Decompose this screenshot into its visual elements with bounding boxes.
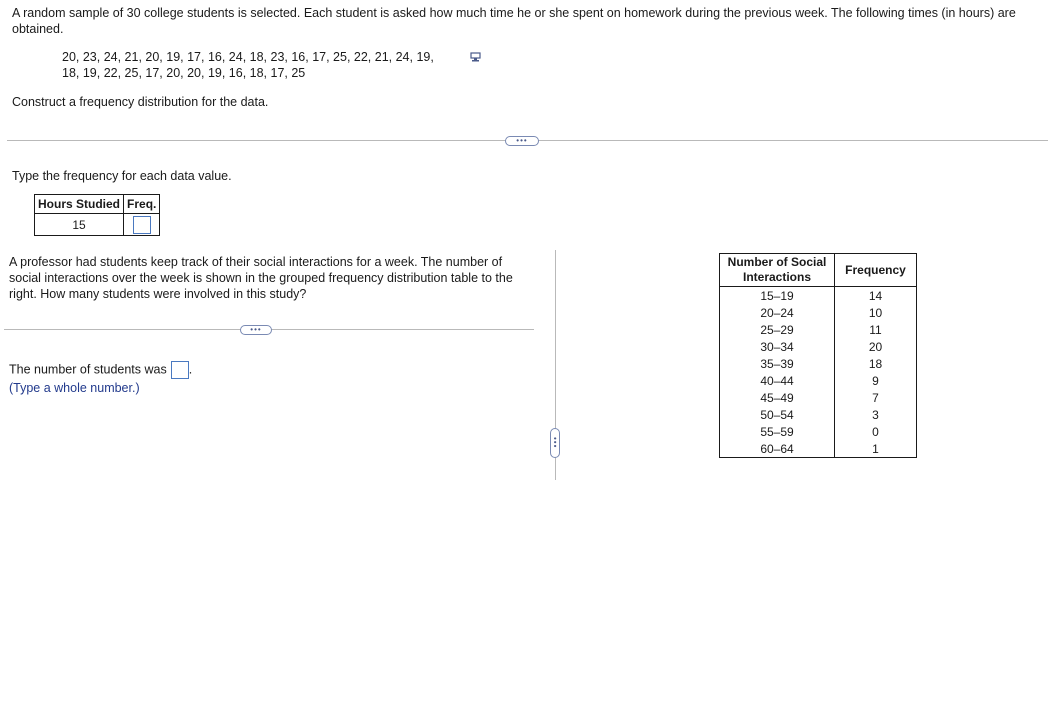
frequency-instruction: Type the frequency for each data value. xyxy=(12,169,232,183)
table-row xyxy=(720,423,917,440)
interval-cell: 45–49 xyxy=(720,389,835,406)
interval-cell: 25–29 xyxy=(720,321,835,338)
table-row xyxy=(720,304,917,321)
answer-row xyxy=(9,361,192,379)
frequency-cell: 7 xyxy=(835,389,917,406)
frequency-cell: 18 xyxy=(835,355,917,372)
answer-period: . xyxy=(188,362,193,377)
answer-label: The number of students was xyxy=(9,362,167,377)
freq-input-cell xyxy=(124,214,160,236)
hours-value-cell: 15 xyxy=(35,214,124,236)
interval-cell: 30–34 xyxy=(720,338,835,355)
table-row xyxy=(720,389,917,406)
question-intro: A random sample of 30 college students is selected. Each student is asked how much time he or she spent on homework during the previous week. The following times (in hours) are obtained. xyxy=(12,6,1016,36)
frequency-cell: 14 xyxy=(835,287,917,305)
table-row xyxy=(720,406,917,423)
hours-studied-header: Hours Studied xyxy=(35,195,124,214)
frequency-cell: 1 xyxy=(835,440,917,458)
freq-header: Freq. xyxy=(124,195,160,214)
interval-cell: 35–39 xyxy=(720,355,835,372)
interactions-header: Number of Social Interactions xyxy=(720,254,835,287)
data-line-2: 18, 19, 22, 25, 17, 20, 20, 19, 16, 18, 17, 25 xyxy=(62,66,306,80)
splitter-handle[interactable]: ••• xyxy=(550,428,560,458)
data-values xyxy=(62,49,434,81)
students-count-input[interactable] xyxy=(171,361,189,379)
hours-frequency-table xyxy=(34,194,160,236)
interval-cell: 60–64 xyxy=(720,440,835,458)
frequency-cell: 9 xyxy=(835,372,917,389)
expand-button-top[interactable]: ••• xyxy=(505,136,539,146)
answer-hint: (Type a whole number.) xyxy=(9,381,140,395)
professor-question: A professor had students keep track of their social interactions for a week. The number of social interactions over the week is shown in the grouped frequency distribution table to the right. How many students were involved in this study? xyxy=(9,255,513,301)
table-row xyxy=(720,372,917,389)
interval-cell: 15–19 xyxy=(720,287,835,305)
frequency-cell: 0 xyxy=(835,423,917,440)
frequency-cell: 10 xyxy=(835,304,917,321)
expand-button-middle[interactable]: ••• xyxy=(240,325,272,335)
data-line-1: 20, 23, 24, 21, 20, 19, 17, 16, 24, 18, 23, 16, 17, 25, 22, 21, 24, 19, xyxy=(62,50,434,64)
frequency-cell: 20 xyxy=(835,338,917,355)
frequency-header: Frequency xyxy=(835,254,917,287)
table-row xyxy=(720,355,917,372)
interval-cell: 20–24 xyxy=(720,304,835,321)
frequency-cell: 11 xyxy=(835,321,917,338)
copy-data-icon[interactable] xyxy=(470,52,482,63)
interval-cell: 55–59 xyxy=(720,423,835,440)
social-interactions-table xyxy=(719,253,917,458)
table-row xyxy=(720,440,917,458)
frequency-cell: 3 xyxy=(835,406,917,423)
construct-instruction: Construct a frequency distribution for the data. xyxy=(12,95,269,109)
freq-input[interactable] xyxy=(133,216,151,234)
table-row xyxy=(720,338,917,355)
table-row xyxy=(720,321,917,338)
table-row xyxy=(720,287,917,305)
interval-cell: 40–44 xyxy=(720,372,835,389)
interval-cell: 50–54 xyxy=(720,406,835,423)
